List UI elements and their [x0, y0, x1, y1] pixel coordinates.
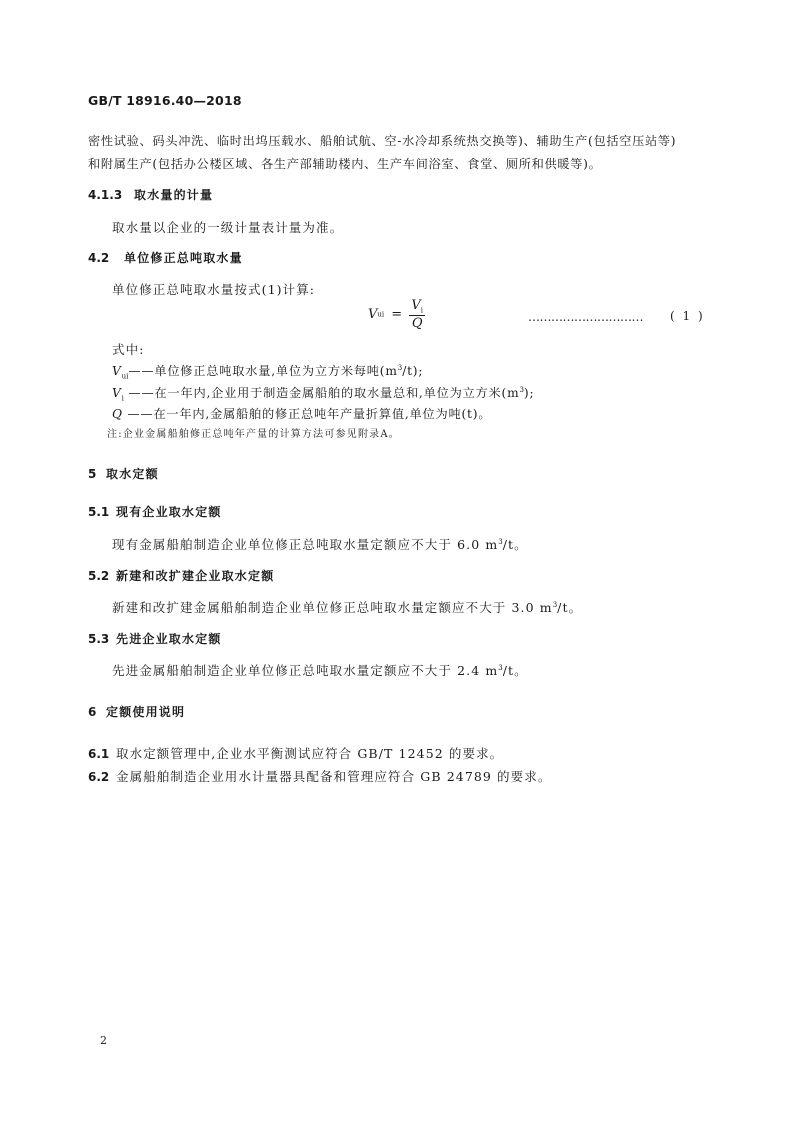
section-4-2-heading — [88, 249, 243, 266]
section-5-1-text — [112, 535, 528, 553]
text-main: 新建和改扩建金属船舶制造企业单位修正总吨取水量定额应不大于 3.0 m — [112, 600, 553, 615]
chapter-title: 取水定额 — [106, 467, 159, 481]
where-label: 式中: — [112, 342, 145, 357]
formula-denominator: Q — [411, 315, 423, 331]
note: 注:企业金属船舶修正总吨年产量的计算方法可参见附录A。 — [107, 429, 400, 440]
formula — [368, 298, 425, 331]
section-5-3-heading — [88, 630, 222, 647]
formula-intro: 单位修正总吨取水量按式(1)计算: — [112, 282, 316, 297]
standard-number: GB/T 18916.40—2018 — [88, 93, 242, 108]
chapter-number: 5 — [88, 467, 97, 481]
equation-number: ( 1 ) — [670, 309, 705, 323]
definition-vi — [112, 384, 534, 402]
section-text: 取水定额管理中,企业水平衡测试应符合 GB/T 12452 的要求。 — [116, 746, 504, 761]
continuation-line-2: 和附属生产(包括办公楼区域、各生产部辅助楼内、生产车间浴室、食堂、厕所和供暖等)。 — [88, 157, 602, 171]
definition-text: ——在一年内,企业用于制造金属船舶的取水量总和,单位为立方米(m — [123, 386, 520, 400]
definition-vui — [112, 362, 423, 380]
section-title: 新建和改扩建企业取水定额 — [116, 569, 275, 583]
section-title: 先进企业取水定额 — [116, 632, 222, 646]
definition-symbol: V — [112, 364, 122, 378]
definition-symbol-sub: ui — [121, 372, 129, 381]
section-6-1 — [88, 744, 503, 762]
definition-text: ——在一年内,金属船舶的修正总吨年产量折算值,单位为吨(t)。 — [122, 407, 492, 421]
section-number: 5.2 — [88, 569, 110, 583]
chapter-6-heading — [88, 703, 185, 720]
text-tail: /t。 — [557, 600, 583, 615]
formula-numerator — [409, 298, 425, 316]
formula-fraction — [409, 298, 425, 331]
text-sup: 3 — [552, 600, 558, 609]
section-5-1-heading — [88, 503, 222, 520]
definition-sup: 3 — [397, 363, 403, 372]
formula-numerator-symbol: V — [411, 298, 421, 313]
chapter-title: 定额使用说明 — [106, 705, 186, 719]
definition-tail: /t); — [402, 364, 424, 378]
section-5-2-text — [112, 598, 582, 616]
text-main: 现有金属船舶制造企业单位修正总吨取水量定额应不大于 6.0 m — [112, 537, 499, 552]
section-title: 现有企业取水定额 — [116, 505, 222, 519]
section-5-2-heading — [88, 567, 274, 584]
section-4-1-3-text: 取水量以企业的一级计量表计量为准。 — [112, 220, 344, 235]
text-tail: /t。 — [502, 663, 528, 678]
section-number: 5.3 — [88, 632, 110, 646]
section-5-3-text — [112, 661, 528, 679]
definition-q — [112, 405, 491, 422]
chapter-5-heading — [88, 465, 159, 482]
section-4-1-3-heading — [88, 186, 213, 203]
definition-symbol-sub: i — [121, 394, 124, 403]
section-number: 4.2 — [88, 251, 110, 265]
section-6-2 — [88, 767, 551, 785]
section-number: 6.2 — [88, 770, 110, 784]
formula-equals: = — [391, 306, 403, 322]
formula-lhs-sub: ui — [377, 310, 385, 319]
section-number: 4.1.3 — [88, 188, 123, 202]
formula-numerator-sub: i — [420, 306, 423, 315]
text-sup: 3 — [498, 537, 503, 546]
continuation-line-1: 密性试验、码头冲洗、临时出坞压载水、船舶试航、空-水冷却系统热交换等)、辅助生产(包括空压站等) — [88, 134, 677, 148]
text-main: 先进金属船舶制造企业单位修正总吨取水量定额应不大于 2.4 m — [112, 663, 499, 678]
definition-tail: ); — [523, 386, 535, 400]
formula-leader-dots: ………………………… — [528, 310, 643, 324]
section-number: 6.1 — [88, 747, 110, 761]
definition-sup: 3 — [519, 385, 524, 394]
section-number: 5.1 — [88, 505, 110, 519]
section-text: 金属船舶制造企业用水计量器具配备和管理应符合 GB 24789 的要求。 — [116, 769, 552, 784]
definition-symbol: Q — [112, 407, 123, 421]
definition-text: ——单位修正总吨取水量,单位为立方米每吨(m — [128, 364, 398, 378]
section-title: 取水量的计量 — [134, 188, 214, 202]
section-title: 单位修正总吨取水量 — [124, 251, 243, 265]
formula-lhs: V — [368, 306, 378, 322]
chapter-number: 6 — [88, 705, 97, 719]
text-tail: /t。 — [502, 537, 528, 552]
page-number: 2 — [100, 1034, 107, 1047]
definition-symbol: V — [112, 386, 122, 400]
text-sup: 3 — [498, 663, 503, 672]
